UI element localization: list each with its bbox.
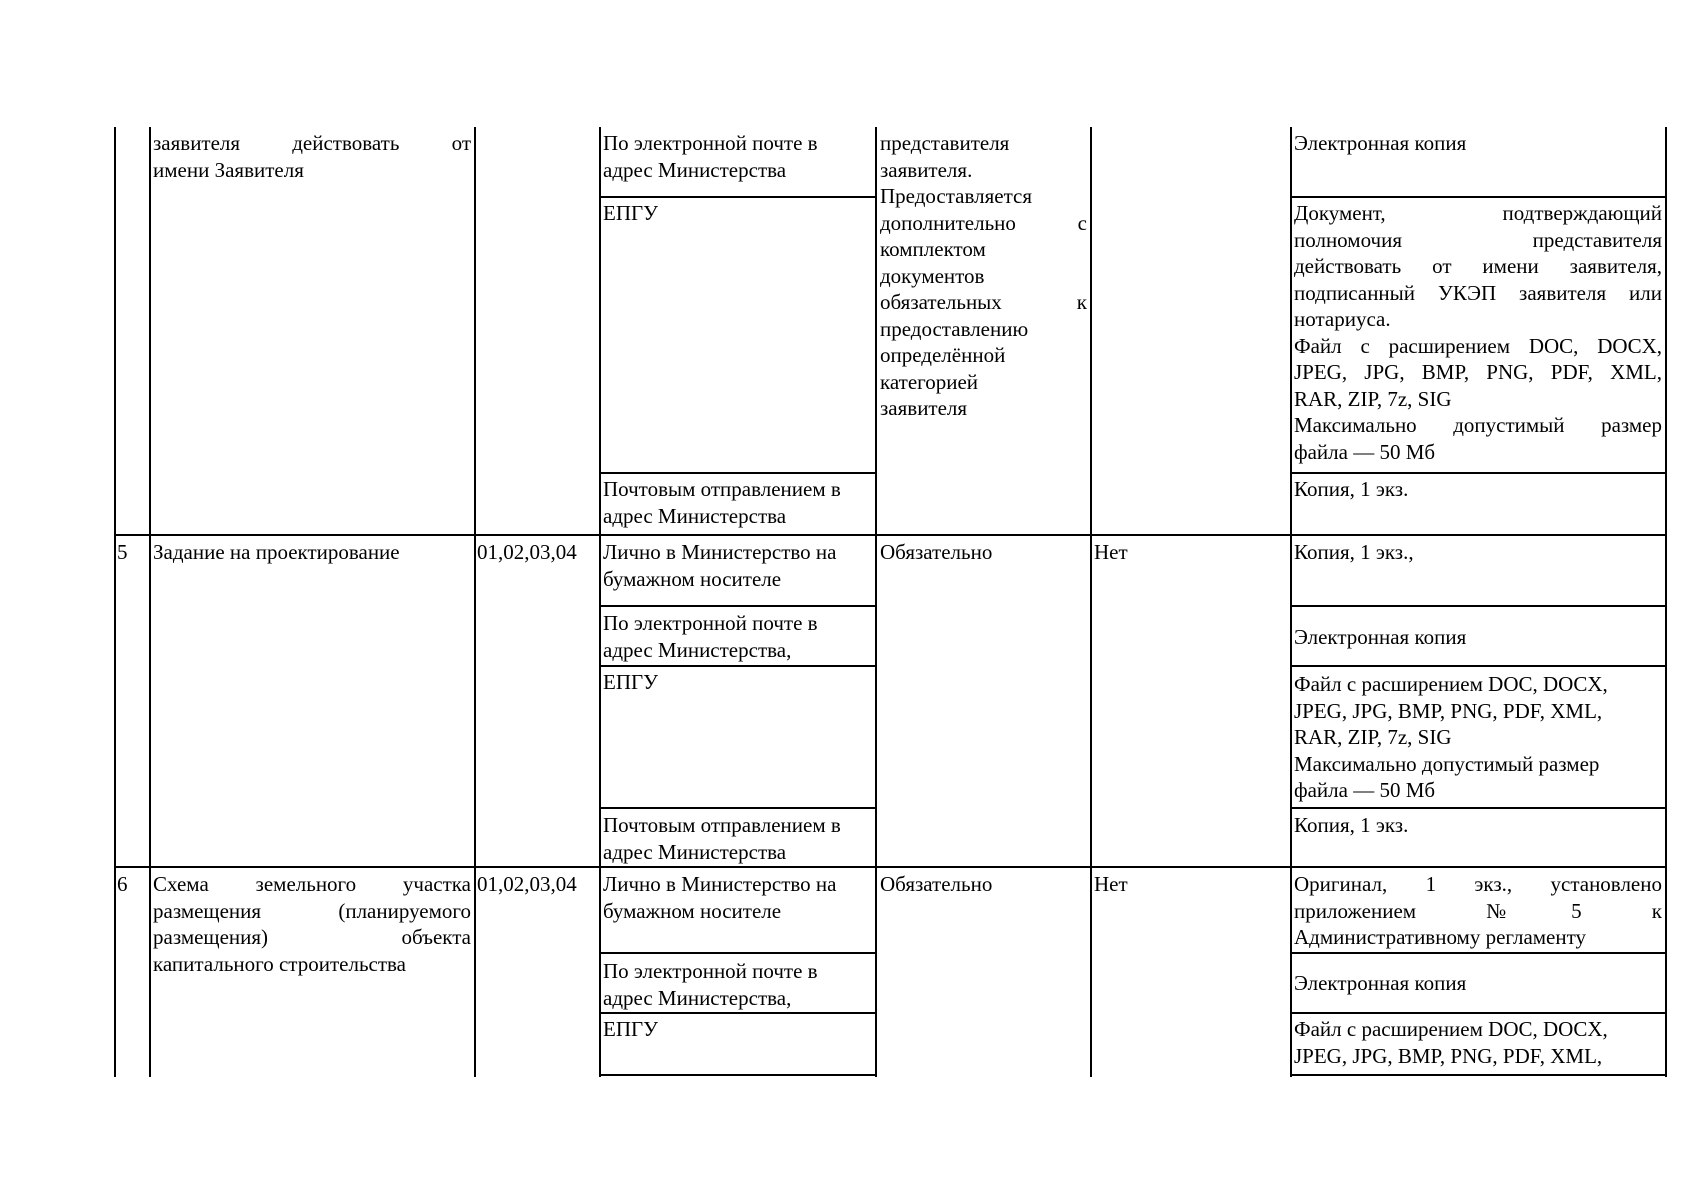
submission-method — [603, 476, 873, 529]
text-line: адрес Министерства, — [603, 637, 792, 662]
text-line: капитального строительства — [153, 951, 406, 976]
text-line: дополнительно с — [880, 210, 1087, 235]
conditions — [1094, 871, 1287, 898]
form — [1294, 812, 1662, 839]
form-divider — [1290, 952, 1667, 954]
form — [1294, 200, 1662, 465]
text-line: документов — [880, 263, 985, 288]
text-line: подписанный УКЭП заявителя или — [1294, 280, 1662, 305]
requirement — [880, 539, 1087, 566]
text-line: имени Заявителя — [153, 157, 304, 182]
text-line: Почтовым отправлением в — [603, 477, 841, 501]
requirement — [880, 130, 1087, 422]
text-line: обязательных к — [880, 290, 1087, 314]
form-divider — [1290, 1074, 1667, 1076]
text-line: размещения) объекта — [153, 925, 471, 949]
text-line: Предоставляется — [880, 184, 1033, 208]
method-divider — [599, 1074, 876, 1076]
text-line: заявителя. — [880, 157, 973, 182]
text-line: Лично в Министерство на — [603, 540, 837, 564]
text-line: заявителя действовать от — [153, 131, 471, 155]
form-divider — [1290, 196, 1667, 198]
method-divider — [599, 196, 876, 198]
text-line: ЕПГУ — [603, 670, 659, 694]
form-divider — [1290, 472, 1667, 474]
text-line: Файл с расширением DOC, DOCX, — [1294, 333, 1662, 358]
text-line: файла — 50 Мб — [1294, 439, 1436, 464]
submission-method — [603, 610, 873, 663]
form-divider — [1290, 807, 1667, 809]
method-divider — [599, 605, 876, 607]
text-line: Электронная копия — [1294, 625, 1467, 649]
text-line: нотариуса. — [1294, 307, 1391, 331]
row-border-4-5 — [114, 534, 1667, 536]
submission-method — [603, 539, 873, 592]
text-line: Файл с расширением DOC, DOCX, — [1294, 672, 1608, 696]
text-line: файла — 50 Мб — [1294, 778, 1436, 802]
form — [1294, 624, 1662, 651]
method-divider — [599, 807, 876, 809]
document-name — [153, 871, 471, 977]
text-line: Файл с расширением DOC, DOCX, — [1294, 1017, 1608, 1041]
text-line: Задание на проектирование — [153, 540, 400, 564]
text-line: заявителя — [880, 396, 968, 420]
col-border-left — [114, 127, 116, 1077]
text-line: Копия, 1 экз. — [1294, 477, 1409, 501]
col-border-conditions — [1290, 127, 1292, 1077]
text-line: По электронной почте в — [603, 131, 818, 155]
text-line: Электронная копия — [1294, 131, 1467, 155]
text-line: JPEG, JPG, BMP, PNG, PDF, XML, — [1294, 360, 1662, 384]
text-line: 01,02,03,04 — [477, 872, 577, 896]
form — [1294, 1016, 1662, 1069]
col-border-codes — [599, 127, 601, 1077]
text-line: Электронная копия — [1294, 971, 1467, 995]
text-line: приложением №5 к — [1294, 898, 1662, 923]
text-line: комплектом — [880, 237, 986, 261]
form-divider — [1290, 605, 1667, 607]
form — [1294, 970, 1662, 997]
document-name — [153, 539, 471, 566]
text-line: адрес Министерства, — [603, 985, 792, 1010]
text-line: 6 — [117, 872, 128, 896]
text-line: Схема земельного участка — [153, 872, 471, 896]
form — [1294, 476, 1662, 503]
text-line: 5 — [117, 540, 128, 564]
text-line: RAR, ZIP, 7z, SIG — [1294, 725, 1452, 749]
document-name — [153, 130, 471, 183]
text-line: адрес Министерства — [603, 503, 787, 528]
text-line: По электронной почте в — [603, 959, 818, 983]
text-line: Лично в Министерство на — [603, 872, 837, 896]
text-line: бумажном носителе — [603, 898, 782, 923]
row-number — [117, 871, 147, 898]
col-border-requirement — [1090, 127, 1092, 1077]
text-line: категорией — [880, 369, 979, 394]
text-line: адрес Министерства — [603, 839, 787, 864]
text-line: ЕПГУ — [603, 201, 659, 225]
row-border-5-6 — [114, 866, 1667, 868]
text-line: RAR, ZIP, 7z, SIG — [1294, 386, 1452, 411]
col-border-number — [149, 127, 151, 1077]
form — [1294, 539, 1662, 566]
text-line: бумажном носителе — [603, 566, 782, 591]
form-divider — [1290, 665, 1667, 667]
text-line: 01,02,03,04 — [477, 540, 577, 564]
form — [1294, 130, 1662, 157]
method-divider — [599, 472, 876, 474]
text-line: представителя — [880, 131, 1010, 155]
method-divider — [599, 1012, 876, 1014]
text-line: Максимально допустимый размер — [1294, 413, 1662, 437]
row-number — [117, 539, 147, 566]
text-line: предоставлению — [880, 316, 1029, 341]
col-border-document — [474, 127, 476, 1077]
submission-method — [603, 1016, 873, 1043]
requirement — [880, 871, 1087, 898]
submission-method — [603, 669, 873, 696]
submission-method — [603, 812, 873, 865]
text-line: Обязательно — [880, 872, 993, 896]
category-codes — [477, 871, 599, 898]
text-line: Документ, подтверждающий — [1294, 201, 1662, 225]
text-line: Оригинал, 1 экз., установлено — [1294, 872, 1662, 896]
text-line: Максимально допустимый размер — [1294, 751, 1600, 776]
text-line: Нет — [1094, 540, 1128, 564]
col-border-right — [1665, 127, 1667, 1077]
category-codes — [477, 539, 599, 566]
text-line: действовать от имени заявителя, — [1294, 254, 1662, 278]
method-divider — [599, 952, 876, 954]
text-line: Почтовым отправлением в — [603, 813, 841, 837]
method-divider — [599, 665, 876, 667]
text-line: Копия, 1 экз., — [1294, 540, 1414, 564]
text-line: Нет — [1094, 872, 1128, 896]
form — [1294, 671, 1662, 804]
form-divider — [1290, 1012, 1667, 1014]
text-line: JPEG, JPG, BMP, PNG, PDF, XML, — [1294, 698, 1603, 723]
submission-method — [603, 958, 873, 1011]
conditions — [1094, 539, 1287, 566]
text-line: По электронной почте в — [603, 611, 818, 635]
text-line: размещения (планируемого — [153, 898, 471, 923]
text-line: определённой — [880, 343, 1006, 367]
submission-method — [603, 200, 873, 227]
submission-method — [603, 130, 873, 183]
text-line: полномочия представителя — [1294, 227, 1662, 252]
text-line: Административному регламенту — [1294, 925, 1587, 949]
text-line: адрес Министерства — [603, 157, 787, 182]
text-line: Копия, 1 экз. — [1294, 813, 1409, 837]
text-line: ЕПГУ — [603, 1017, 659, 1041]
text-line: JPEG, JPG, BMP, PNG, PDF, XML, — [1294, 1043, 1603, 1068]
col-border-methods — [875, 127, 877, 1077]
form — [1294, 871, 1662, 951]
text-line: Обязательно — [880, 540, 993, 564]
submission-method — [603, 871, 873, 924]
